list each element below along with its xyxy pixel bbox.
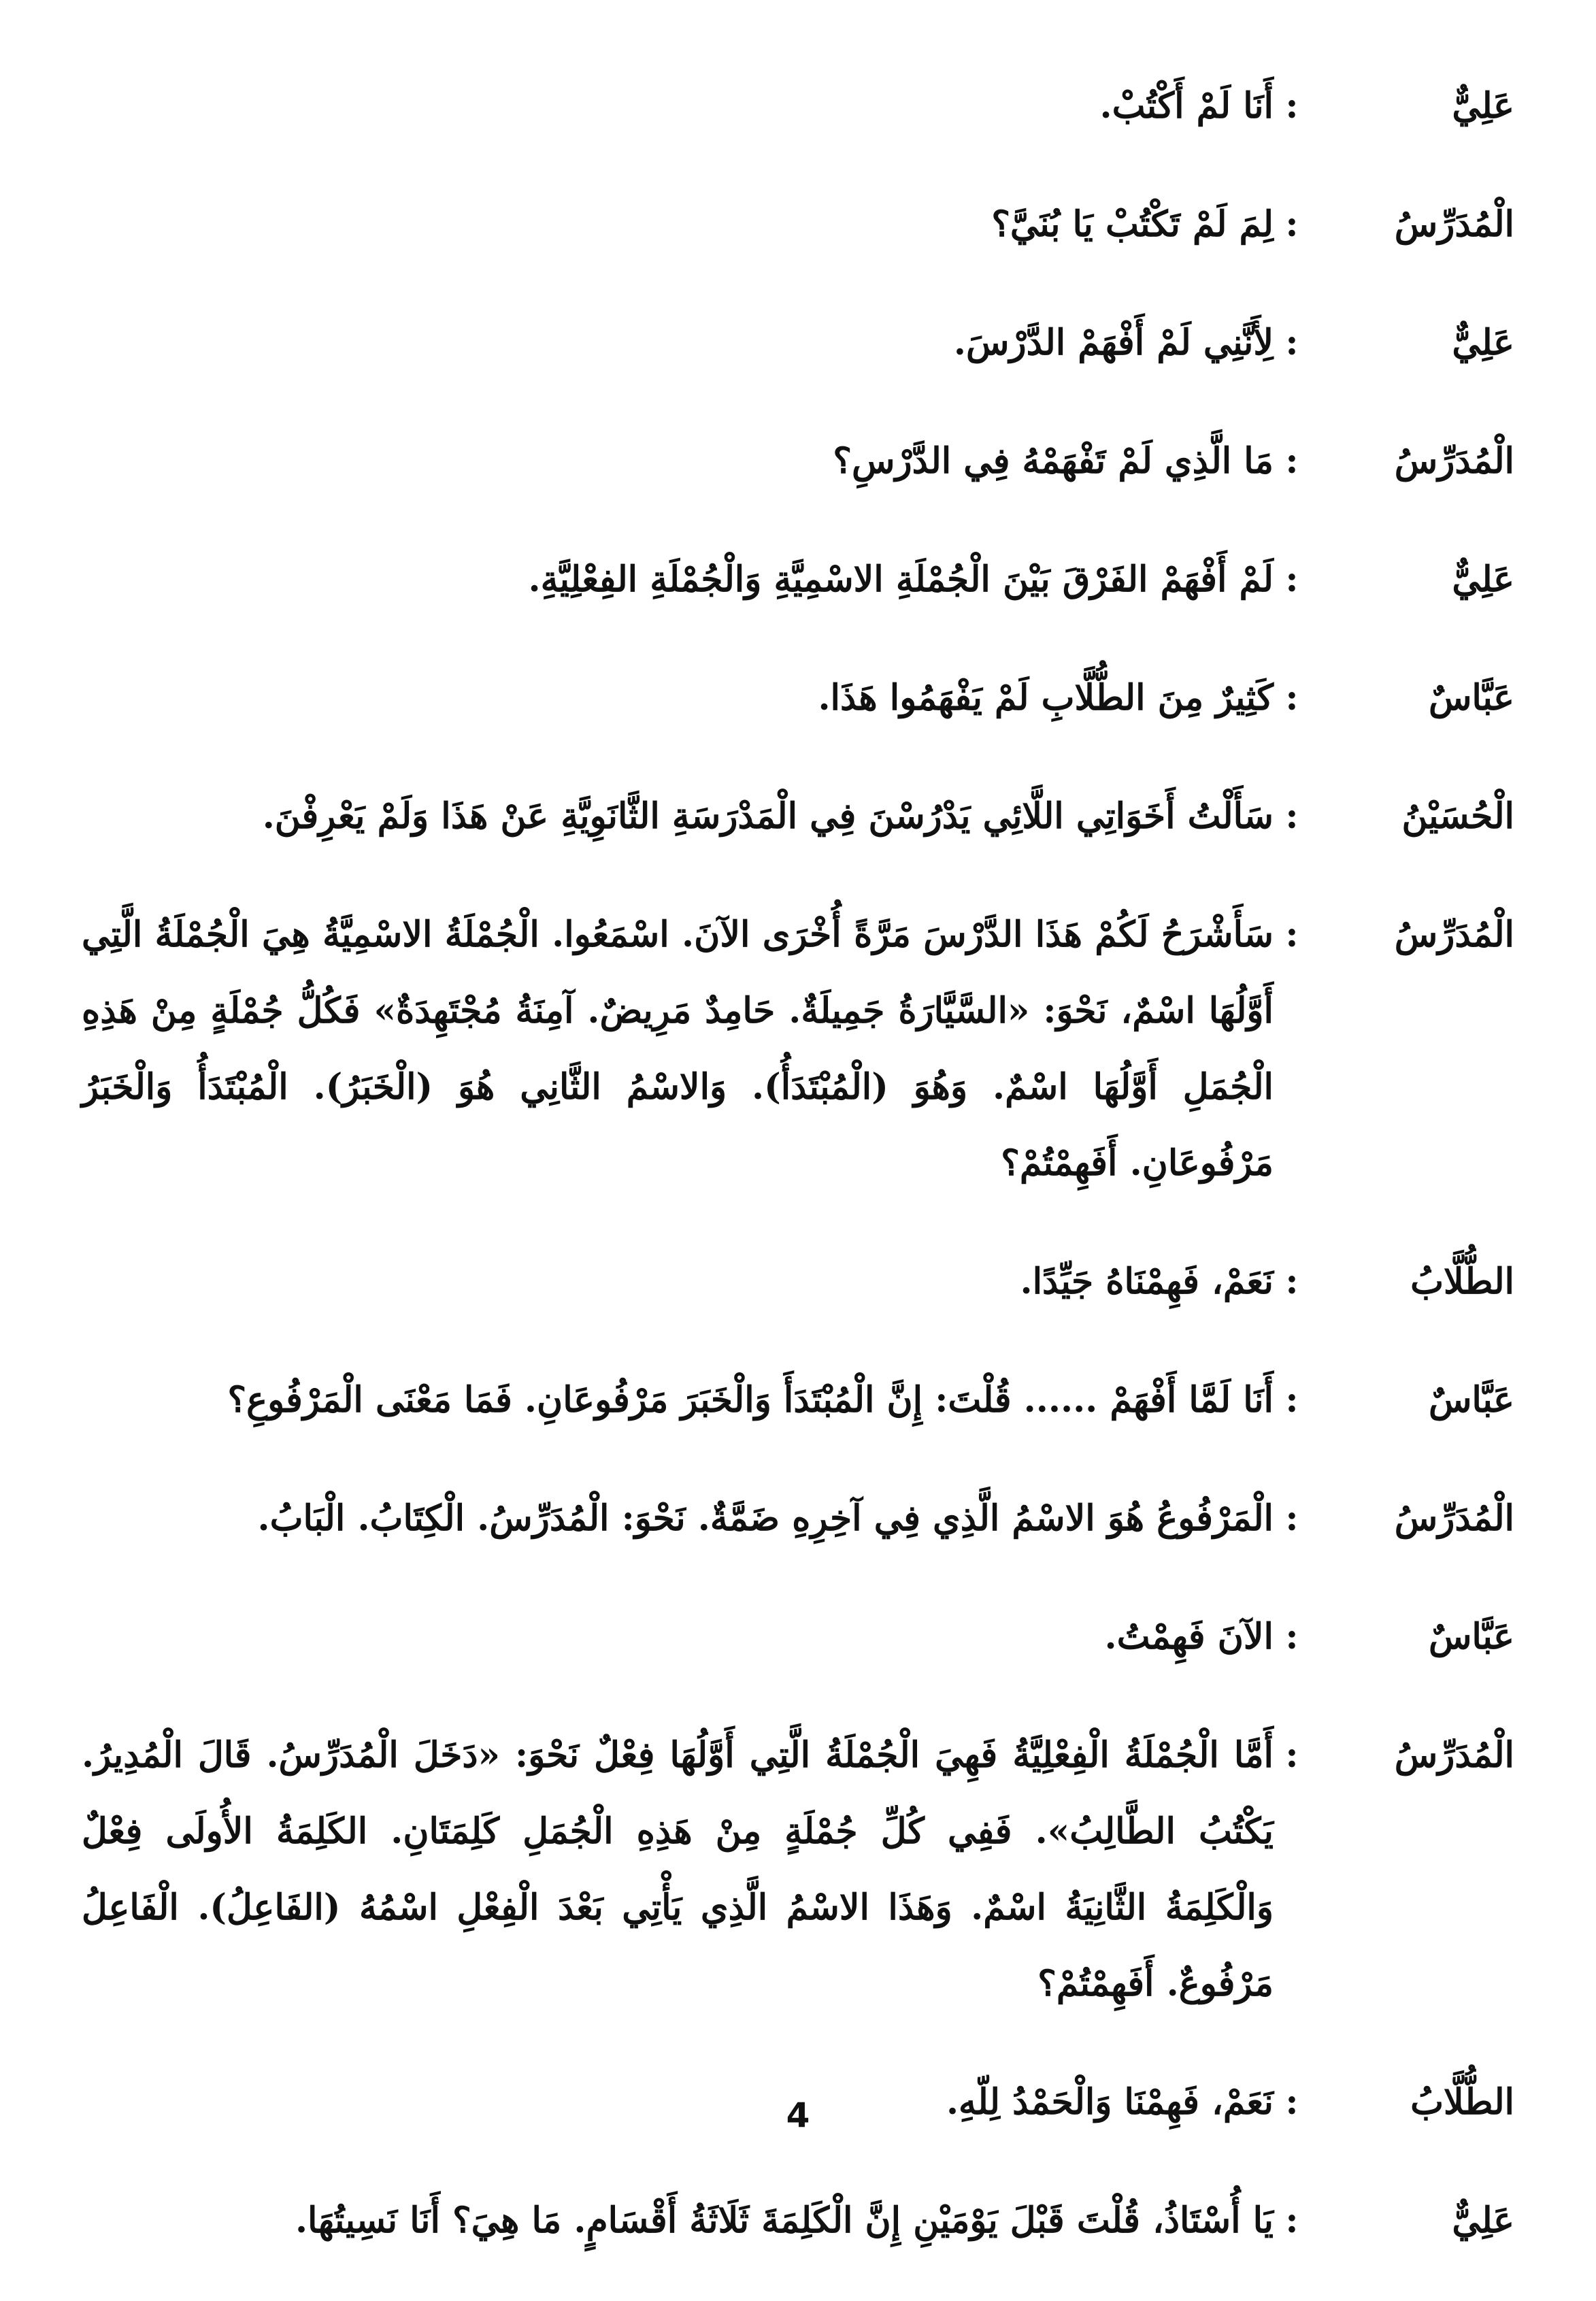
speaker-name: الطُّلَّابُ	[1410, 2081, 1514, 2123]
speaker-name: الْحُسَيْنُ	[1401, 795, 1514, 837]
speaker-name: عَلِيٌّ	[1452, 85, 1514, 127]
dialogue-line	[82, 897, 1514, 1202]
dialogue-text: نَعَمْ، فَهِمْنَا وَالْحَمْدُ لِلّهِ.	[946, 2081, 1274, 2123]
separator: :	[1285, 203, 1299, 245]
dialogue-text: لِأَنَّنِي لَمْ أَفْهَمْ الدَّرْسَ.	[953, 322, 1274, 363]
speaker-name: الْمُدَرِّسُ	[1394, 1497, 1514, 1539]
dialogue-line	[82, 1244, 1514, 1320]
separator: :	[1285, 1261, 1299, 1302]
dialogue-text: يَا أُسْتَاذُ، قُلْتَ قَبْلَ يَوْمَيْنِ إِنَّ الْكَلِمَةَ ثَلَاثَةُ أَقْسَامٍ. مَا هِيَ؟ أَنَا نَسِيتُهَا.	[295, 2200, 1274, 2241]
separator: :	[1285, 1497, 1299, 1539]
dialogue-text: الآنَ فَهِمْتُ.	[1104, 1616, 1274, 1657]
separator: :	[1285, 85, 1299, 127]
dialogue-line	[82, 186, 1514, 263]
separator: :	[1285, 2200, 1299, 2241]
dialogue-line	[82, 305, 1514, 381]
speaker-name: عَبَّاسٌ	[1428, 1616, 1514, 1657]
dialogue-text: كَثِيرٌ مِنَ الطُّلَّابِ لَمْ يَفْهَمُوا هَذَا.	[818, 677, 1274, 718]
speaker-name: عَلِيٌّ	[1452, 2200, 1514, 2241]
dialogue-line	[82, 423, 1514, 499]
speaker-name: الْمُدَرِّسُ	[1394, 440, 1514, 482]
dialogue-text: سَأَلْتُ أَخَوَاتِي اللَّائِي يَدْرُسْنَ فِي الْمَدْرَسَةِ الثَّانَوِيَّةِ عَنْ هَذَا وَلَمْ يَعْرِفْنَ.	[262, 795, 1274, 837]
page-number: 4	[786, 2096, 810, 2135]
dialogue-line	[82, 2183, 1514, 2259]
separator: :	[1285, 795, 1299, 837]
separator: :	[1285, 1379, 1299, 1421]
dialogue-text: أَنَا لَمْ أَكْتُبْ.	[1099, 85, 1274, 127]
speaker-name: الطُّلَّابُ	[1410, 1261, 1514, 1302]
dialogue-text: نَعَمْ، فَهِمْنَاهُ جَيِّدًا.	[1020, 1261, 1274, 1302]
dialogue-text: مَا الَّذِي لَمْ تَفْهَمْهُ فِي الدَّرْسِ؟	[833, 440, 1274, 482]
separator: :	[1285, 440, 1299, 482]
separator: :	[1285, 677, 1299, 718]
dialogue-line	[82, 542, 1514, 618]
dialogue-line	[82, 778, 1514, 855]
dialogue-line	[82, 1480, 1514, 1557]
dialogue-text: الْمَرْفُوعُ هُوَ الاسْمُ الَّذِي فِي آخِرِهِ ضَمَّةٌ. نَحْوَ: الْمُدَرِّسُ. الْكِتَابُ. الْبَابُ.	[257, 1497, 1274, 1539]
dialogue-text: أَمَّا الْجُمْلَةُ الْفِعْلِيَّةُ فَهِيَ الْجُمْلَةُ الَّتِي أَوَّلُهَا فِعْلٌ نَحْوَ: «دَخَلَ الْمُدَرِّسُ. قَالَ الْمُدِيرُ. يَكْتُبُ الطَّالِبُ». فَفِي كُلِّ جُمْلَةٍ مِنْ هَذِهِ الْجُمَلِ كَلِمَتَانِ. الكَلِمَةُ الأُولَى فِعْلٌ وَالْكَلِمَةُ الثَّانِيَةُ اسْمٌ. وَهَذَا الاسْمُ الَّذِي يَأْتِي بَعْدَ الْفِعْلِ اسْمُهُ (الفَاعِلُ). الْفَاعِلُ مَرْفُوعٌ. أَفَهِمْتُمْ؟	[82, 1734, 1274, 2004]
separator: :	[1285, 914, 1299, 955]
speaker-name: عَلِيٌّ	[1452, 322, 1514, 363]
speaker-name: الْمُدَرِّسُ	[1394, 1734, 1514, 1776]
separator: :	[1285, 322, 1299, 363]
dialogue-line	[82, 660, 1514, 736]
dialogue-line	[82, 68, 1514, 144]
separator: :	[1285, 1616, 1299, 1657]
separator: :	[1285, 1734, 1299, 1776]
dialogue-text: سَأَشْرَحُ لَكُمْ هَذَا الدَّرْسَ مَرَّةً أُخْرَى الآنَ. اسْمَعُوا. الْجُمْلَةُ الاسْمِيَّةُ هِيَ الْجُمْلَةُ الَّتِي أَوَّلُهَا اسْمٌ، نَحْوَ: «السَّيَّارَةُ جَمِيلَةٌ. حَامِدٌ مَرِيضٌ. آمِنَةُ مُجْتَهِدَةٌ» فَكُلُّ جُمْلَةٍ مِنْ هَذِهِ الْجُمَلِ أَوَّلُهَا اسْمٌ. وَهُوَ (الْمُبْتَدَأُ). وَالاسْمُ الثَّانِي هُوَ (الْخَبَرُ). الْمُبْتَدَأُ وَالْخَبَرُ مَرْفُوعَانِ. أَفَهِمْتُمْ؟	[82, 914, 1274, 1184]
dialogue-line	[82, 1599, 1514, 1675]
speaker-name: الْمُدَرِّسُ	[1394, 914, 1514, 955]
separator: :	[1285, 559, 1299, 600]
speaker-name: الْمُدَرِّسُ	[1394, 203, 1514, 245]
dialogue-line	[82, 1362, 1514, 1438]
dialogue-text: لِمَ لَمْ تَكْتُبْ يَا بُنَيَّ؟	[991, 203, 1274, 245]
dialogue-line	[82, 1717, 1514, 2022]
dialogue-text: لَمْ أَفْهَمْ الفَرْقَ بَيْنَ الْجُمْلَةِ الاسْمِيَّةِ وَالْجُمْلَةِ الفِعْلِيَّةِ.	[528, 559, 1274, 600]
dialogue	[82, 68, 1514, 2301]
speaker-name: عَبَّاسٌ	[1428, 1379, 1514, 1421]
separator: :	[1285, 2081, 1299, 2123]
speaker-name: عَبَّاسٌ	[1428, 677, 1514, 718]
speaker-name: عَلِيٌّ	[1452, 559, 1514, 600]
dialogue-text: أَنَا لَمَّا أَفْهَمْ ...... قُلْتَ: إِنَّ الْمُبْتَدَأَ وَالْخَبَرَ مَرْفُوعَانِ. فَمَا مَعْنَى الْمَرْفُوعِ؟	[227, 1379, 1274, 1421]
